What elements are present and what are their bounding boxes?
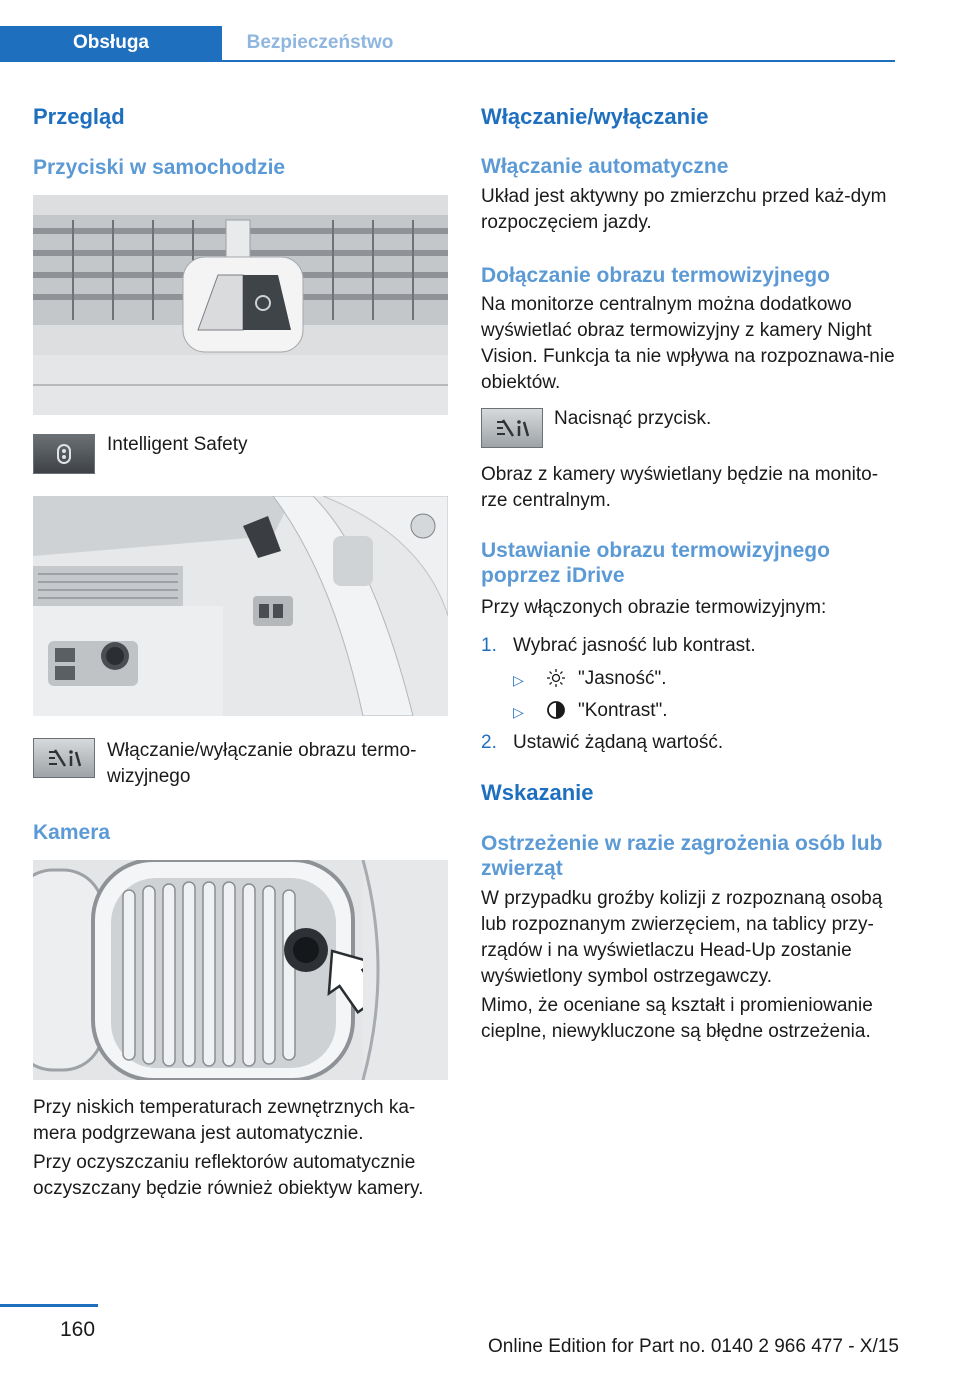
list-number-2: 2. xyxy=(481,732,497,753)
subtitle-auto: Włączanie automatyczne xyxy=(481,155,729,178)
footer-divider xyxy=(0,1304,98,1307)
section-title-kamera: Kamera xyxy=(33,821,111,844)
sub-item-marker-2: ▷ xyxy=(513,704,524,720)
section-title-przeglad: Przegląd xyxy=(33,104,125,129)
header-divider xyxy=(0,60,895,62)
para-display: Obraz z kamery wyświetlany będzie na monito-rze centralnym. xyxy=(481,464,879,511)
para-attach: Na monitorze centralnym można dodatkowo wyświetlać obraz termowizyjny z kamery Night Vision. Funkcja ta nie wpływa na rozpoznawa-nie obiektów. xyxy=(481,294,895,393)
subtitle-buttons: Przyciski w samochodzie xyxy=(33,156,286,179)
night-vision-button-icon xyxy=(33,738,95,778)
vent-button-photo xyxy=(33,195,448,415)
para-auto: Układ jest aktywny po zmierzchu przed każ-dym rozpoczęciem jazdy. xyxy=(481,186,887,233)
section-title-wskazanie: Wskazanie xyxy=(481,780,594,805)
sub-item-contrast: "Kontrast". xyxy=(578,700,668,721)
para-camera-cleaning: Przy oczyszczaniu reflektorów automatycznie oczyszczany będzie również obiektyw kamery. xyxy=(33,1152,424,1199)
list-number-1: 1. xyxy=(481,635,497,656)
list-item-2: Ustawić żądaną wartość. xyxy=(513,732,724,753)
night-vision-button-icon-2 xyxy=(481,408,543,448)
grille-camera-photo xyxy=(33,860,448,1080)
brightness-icon xyxy=(546,668,566,693)
dashboard-photo xyxy=(33,496,448,716)
caption-intelligent-safety: Intelligent Safety xyxy=(107,434,248,455)
caption-night-vision-toggle: Włączanie/wyłączanie obrazu termo-wizyjnego xyxy=(107,740,417,787)
para-camera-heating: Przy niskich temperaturach zewnętrznych ka-mera podgrzewana jest automatycznie. xyxy=(33,1097,416,1144)
intelligent-safety-button-icon xyxy=(33,434,95,474)
sub-item-brightness: "Jasność". xyxy=(578,668,667,689)
section-title-wlaczanie: Włączanie/wyłączanie xyxy=(481,104,709,129)
subtitle-attach: Dołączanie obrazu termowizyjnego xyxy=(481,264,830,287)
contrast-icon xyxy=(546,700,566,725)
para-warning-2: Mimo, że oceniane są kształt i promieniowanie cieplne, niewykluczone są błędne ostrzeżenia. xyxy=(481,995,873,1042)
list-item-1: Wybrać jasność lub kontrast. xyxy=(513,635,756,656)
footer-edition: Online Edition for Part no. 0140 2 966 477 - X/15 xyxy=(488,1336,899,1357)
page-number: 160 xyxy=(60,1318,96,1341)
tab-obsluga[interactable]: Obsługa xyxy=(0,26,222,60)
subtitle-idrive: Ustawianie obrazu termowizyjnego poprzez iDrive xyxy=(481,539,830,587)
header-tabs xyxy=(0,26,895,62)
instruction-press-button: Nacisnąć przycisk. xyxy=(554,408,712,429)
para-warning-1: W przypadku groźby kolizji z rozpoznaną osobą lub rozpoznanym zwierzęciem, na tablicy przy-rządów i na wyświetlaczu Head-Up zostanie wyświetlony symbol ostrzegawczy. xyxy=(481,888,883,987)
para-idrive: Przy włączonych obrazie termowizyjnym: xyxy=(481,597,827,618)
tab-bezpieczenstwo[interactable]: Bezpieczeństwo xyxy=(246,32,394,53)
subtitle-warning: Ostrzeżenie w razie zagrożenia osób lub zwierząt xyxy=(481,832,883,880)
sub-item-marker-1: ▷ xyxy=(513,672,524,688)
